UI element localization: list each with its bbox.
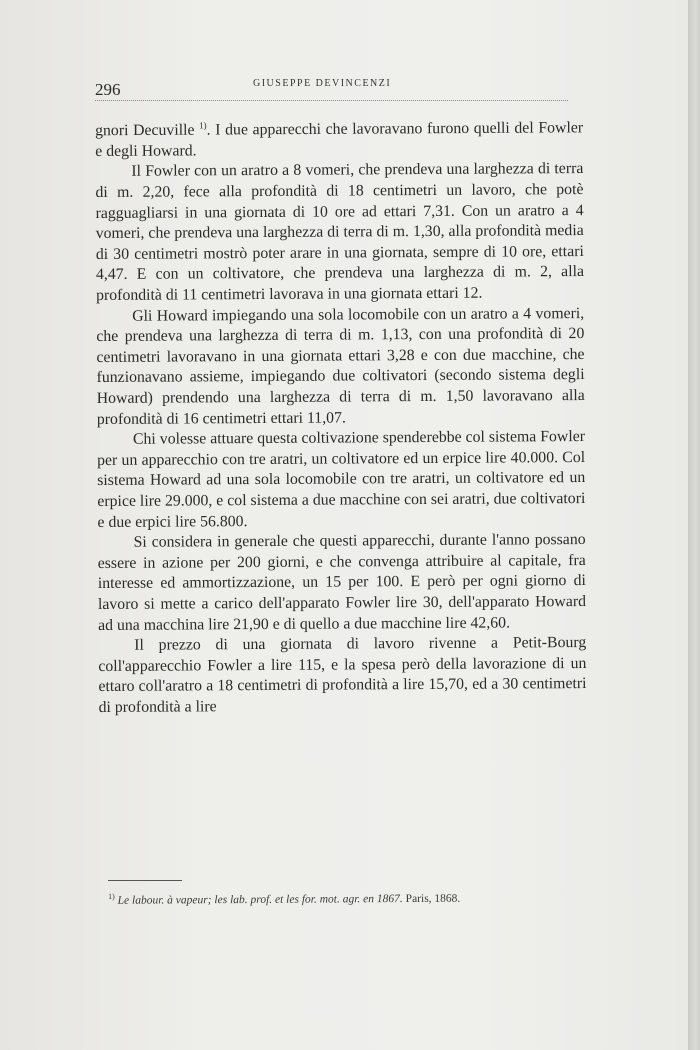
footnote-mark: 1): [108, 891, 115, 901]
page-number: 296: [95, 80, 121, 99]
paragraph-3: Gli Howard impiegando una sola locomobile con un aratro a 4 vomeri, che prendeva una larghezza di terra di m. 1,13, con una profondità di 20 centimetri lavoravano in una giornata ettari 3,28 e con due macchine, che funzionavano assieme, impiegando due coltivatori (secondo sistema degli Howard) prendendo una larghezza di terra di m. 1,50 lavoravano alla profondità di 16 centimetri ettari 11,07.: [96, 304, 585, 428]
running-head: GIUSEPPE DEVINCENZI: [253, 78, 392, 89]
footnote: [108, 885, 586, 910]
paragraph-6: Il prezzo di una giornata di lavoro rivenne a Petit-Bourg coll'apparecchio Fowler a lire 115, e la spesa però della lavorazione di un ettaro coll'aratro a 18 centimetri di profondità a lire 15,70, ed a 30 centimetri di profondità a lire: [98, 634, 587, 716]
paragraph-4: Chi volesse attuare questa coltivazione spenderebbe col sistema Fowler per un apparecchio con tre aratri, un coltivatore ed un erpice lire 40.000. Col sistema Howard ad una sola locomobile con tre aratri, un coltivatore ed un erpice lire 29.000, e col sistema a due macchine con sei aratri, due coltivatori e due erpici lire 56.800.: [97, 428, 586, 531]
footnote-imprint: Paris, 1868.: [405, 892, 461, 906]
body-text: [95, 113, 587, 718]
page-edge: [688, 0, 700, 1050]
paragraph-5: Si considera in generale che questi apparecchi, durante l'anno possano essere in azione per 200 giorni, e che convenga attribuire al capitale, fra interesse ed ammortizzazione, un 15 per 100. E però per ogni giorno di lavoro si mette a carico dell'apparato Fowler lire 30, dell'apparato Howard ad una macchina lire 21,90 e di quello a due macchine lire 42,60.: [97, 531, 587, 634]
header-rule: [95, 100, 568, 101]
footnote-citation: Le labour. à vapeur; les lab. prof. et les for. mot. agr. en 1867.: [117, 893, 403, 907]
paragraph-2: Il Fowler con un aratro a 8 vomeri, che prendeva una larghezza di terra di m. 2,20, fece alla profondità di 18 centimetri un lavoro, che potè ragguagliarsi in una giornata di 10 ore ad ettari 7,31. Con un aratro a 4 vomeri, che prendeva una larghezza di terra di m. 1,30, alla profondità media di 30 centimetri mostrò poter arare in una giornata, sempre di 10 ore, ettari 4,47. E con un coltivatore, che prendeva una larghezza di m. 2, alla profondità di 11 centimetri lavorava in una giornata ettari 12.: [95, 160, 585, 305]
paragraph-1: gnori Decuville $^{1)}$. I due apparecchi che lavoravano furono quelli del Fowler e degli Howard.: [95, 119, 584, 160]
footnote-reference[interactable]: 1): [199, 120, 207, 131]
footnote-rule: [108, 880, 182, 881]
page-header: [95, 72, 568, 102]
